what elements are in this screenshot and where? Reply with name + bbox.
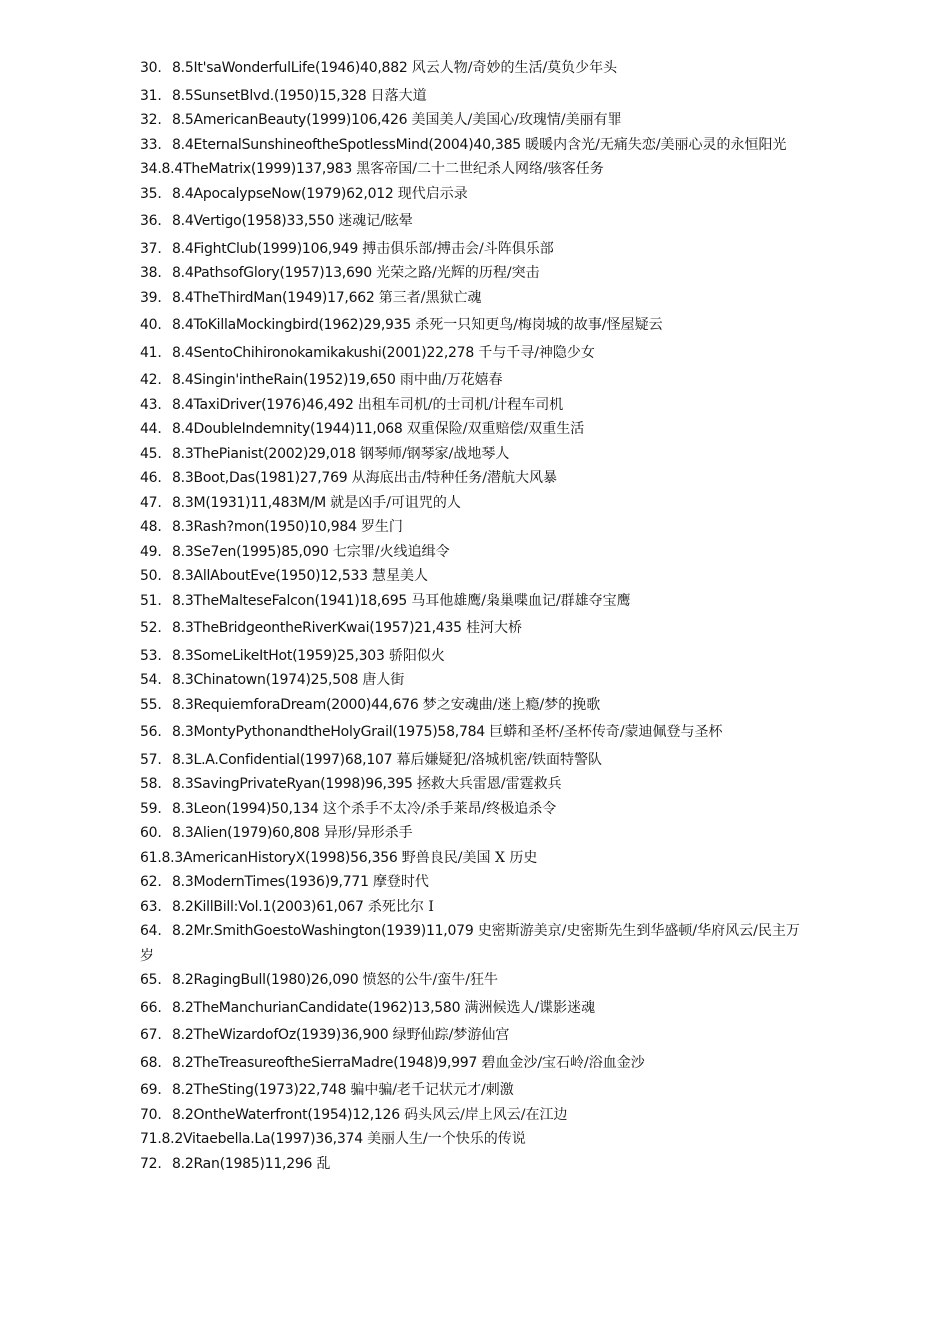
film-title: 8.3SomeLikeItHot(1959)25,303 xyxy=(172,647,385,664)
film-title: 8.2KillBill:Vol.1(2003)61,067 xyxy=(172,898,364,915)
chinese-title: 七宗罪/火线追缉令 xyxy=(332,543,450,560)
entry-number: 44. xyxy=(140,421,162,437)
entry-number: 41. xyxy=(140,344,162,361)
entry-number: 65. xyxy=(140,972,162,988)
chinese-title: 拯救大兵雷恩/雷霆救兵 xyxy=(416,776,562,792)
entry-number: 57. xyxy=(140,751,162,768)
entry-number: 53. xyxy=(140,647,162,664)
list-item xyxy=(140,772,810,797)
chinese-title: 黑客帝国/二十二世纪杀人网络/骇客任务 xyxy=(356,161,604,177)
film-title: 8.4FightClub(1999)106,949 xyxy=(172,240,359,257)
list-item xyxy=(140,234,810,262)
list-item xyxy=(140,895,810,920)
chinese-title: 幕后嫌疑犯/洛城机密/铁面特警队 xyxy=(396,751,602,768)
entry-number: 69. xyxy=(140,1082,162,1098)
entry-number: 67. xyxy=(140,1027,162,1043)
chinese-title: 暖暖内含光/无痛失恋/美丽心灵的永恒阳光 xyxy=(525,136,787,153)
film-title: 8.3ModernTimes(1936)9,771 xyxy=(172,874,369,890)
list-item xyxy=(140,589,810,614)
chinese-title: 巨蟒和圣杯/圣杯传奇/蒙迪佩登与圣杯 xyxy=(489,724,723,740)
chinese-title: 搏击俱乐部/搏击会/斗阵俱乐部 xyxy=(362,240,554,257)
film-title: 8.4ApocalypseNow(1979)62,012 xyxy=(172,185,394,202)
list-item xyxy=(140,717,810,745)
chinese-title: 骗中骗/老千记状元才/刺激 xyxy=(350,1082,514,1098)
chinese-title: 满洲候选人/谍影迷魂 xyxy=(464,999,596,1016)
entry-number: 47. xyxy=(140,494,162,511)
chinese-title: 出租车司机/的士司机/计程车司机 xyxy=(357,396,564,413)
chinese-title: 马耳他雄鹰/枭巢喋血记/群雄夺宝鹰 xyxy=(411,592,631,609)
list-item xyxy=(140,821,810,846)
list-item xyxy=(140,993,810,1021)
list-item xyxy=(140,797,810,822)
entry-number: 30. xyxy=(140,60,162,76)
chinese-title: 乱 xyxy=(316,1155,331,1172)
entry-number: 58. xyxy=(140,776,162,792)
film-title: 8.3Se7en(1995)85,090 xyxy=(172,543,329,560)
entry-number: 48. xyxy=(140,519,162,535)
chinese-title: 绿野仙踪/梦游仙宫 xyxy=(392,1027,510,1043)
chinese-title: 唐人街 xyxy=(362,672,405,688)
entry-number: 62. xyxy=(140,874,162,890)
list-item xyxy=(140,157,810,182)
list-item xyxy=(140,182,810,207)
entry-number: 55. xyxy=(140,696,162,713)
film-title: 8.4DoubleIndemnity(1944)11,068 xyxy=(172,421,403,437)
list-item xyxy=(140,417,810,442)
film-title: 8.3TheMalteseFalcon(1941)18,695 xyxy=(172,592,408,609)
chinese-title: 野兽良民/美国 X 历史 xyxy=(401,849,538,866)
film-title: 8.5SunsetBlvd.(1950)15,328 xyxy=(172,87,367,104)
chinese-title: 异形/异形杀手 xyxy=(323,825,413,841)
film-title: 8.4Singin'intheRain(1952)19,650 xyxy=(172,372,396,388)
film-title: 8.2TheManchurianCandidate(1962)13,580 xyxy=(172,999,461,1016)
list-item xyxy=(140,641,810,669)
list-item xyxy=(140,1127,810,1152)
entry-number: 56. xyxy=(140,724,162,740)
chinese-title: 雨中曲/万花嬉春 xyxy=(399,372,503,388)
list-item xyxy=(140,466,810,491)
list-item xyxy=(140,491,810,516)
entry-number: 71. xyxy=(140,1131,162,1147)
chinese-title: 第三者/黑狱亡魂 xyxy=(378,289,482,306)
film-title: 8.2Mr.SmithGoestoWashington(1939)11,079 xyxy=(172,923,474,939)
entry-number: 34. xyxy=(140,161,162,177)
list-item xyxy=(140,1020,810,1048)
list-item xyxy=(140,365,810,393)
list-item xyxy=(140,1048,810,1076)
list-item xyxy=(140,564,810,589)
list-item xyxy=(140,515,810,540)
entry-number: 51. xyxy=(140,592,162,609)
chinese-title: 双重保险/双重赔偿/双重生活 xyxy=(406,421,585,437)
entry-number: 49. xyxy=(140,543,162,560)
list-item xyxy=(140,310,810,338)
list-item xyxy=(140,745,810,773)
list-item xyxy=(140,540,810,565)
chinese-title: 美丽人生/一个快乐的传说 xyxy=(367,1131,526,1147)
entry-number: 32. xyxy=(140,112,162,128)
list-item xyxy=(140,108,810,133)
film-title: 8.2OntheWaterfront(1954)12,126 xyxy=(172,1106,400,1123)
chinese-title: 千与千寻/神隐少女 xyxy=(478,344,595,361)
entry-number: 42. xyxy=(140,372,162,388)
film-title: 8.4EternalSunshineoftheSpotlessMind(2004)40,385 xyxy=(172,136,521,153)
entry-number: 45. xyxy=(140,445,162,462)
entry-number: 50. xyxy=(140,568,162,584)
film-title: 8.2TheTreasureoftheSierraMadre(1948)9,997 xyxy=(172,1054,478,1071)
entry-number: 66. xyxy=(140,999,162,1016)
film-title: 8.3Alien(1979)60,808 xyxy=(172,825,320,841)
chinese-title: 碧血金沙/宝石岭/浴血金沙 xyxy=(481,1054,645,1071)
list-item xyxy=(140,668,810,693)
film-title: 8.5AmericanBeauty(1999)106,426 xyxy=(172,112,408,128)
chinese-title: 史密斯游美京/史密斯先生到华盛顿/华府风云/民主万岁 xyxy=(140,923,800,964)
film-title: 8.2Vitaebella.La(1997)36,374 xyxy=(161,1131,363,1147)
entry-number: 37. xyxy=(140,240,162,257)
chinese-title: 现代启示录 xyxy=(397,185,468,202)
entry-number: 52. xyxy=(140,620,162,636)
list-item xyxy=(140,81,810,109)
film-title: 8.3M(1931)11,483M/M xyxy=(172,494,327,511)
chinese-title: 钢琴师/钢琴家/战地琴人 xyxy=(359,445,510,462)
film-title: 8.3ThePianist(2002)29,018 xyxy=(172,445,356,462)
entry-number: 63. xyxy=(140,898,162,915)
chinese-title: 慧星美人 xyxy=(372,568,428,584)
list-item xyxy=(140,846,810,871)
list-item xyxy=(140,919,810,968)
list-item xyxy=(140,261,810,286)
list-item xyxy=(140,206,810,234)
film-title: 8.3AllAboutEve(1950)12,533 xyxy=(172,568,368,584)
film-title: 8.4TheMatrix(1999)137,983 xyxy=(161,161,353,177)
list-item xyxy=(140,968,810,993)
list-item xyxy=(140,393,810,418)
entry-number: 70. xyxy=(140,1106,162,1123)
entry-number: 64. xyxy=(140,923,162,939)
film-title: 8.5It'saWonderfulLife(1946)40,882 xyxy=(172,60,408,76)
chinese-title: 风云人物/奇妙的生活/莫负少年头 xyxy=(411,60,618,76)
entry-number: 39. xyxy=(140,289,162,306)
film-title: 8.3Chinatown(1974)25,508 xyxy=(172,672,359,688)
list-item xyxy=(140,870,810,895)
list-item xyxy=(140,1075,810,1103)
film-title: 8.3TheBridgeontheRiverKwai(1957)21,435 xyxy=(172,620,462,636)
list-item xyxy=(140,442,810,467)
film-title: 8.3Rash?mon(1950)10,984 xyxy=(172,519,357,535)
chinese-title: 桂河大桥 xyxy=(465,620,522,636)
chinese-title: 从海底出击/特种任务/潜航大风暴 xyxy=(351,470,558,486)
entry-number: 43. xyxy=(140,396,162,413)
chinese-title: 美国美人/美国心/玫瑰情/美丽有罪 xyxy=(411,112,622,128)
chinese-title: 就是凶手/可诅咒的人 xyxy=(330,494,461,511)
chinese-title: 杀死比尔 I xyxy=(367,898,434,915)
chinese-title: 日落大道 xyxy=(370,87,427,104)
chinese-title: 愤怒的公牛/蛮牛/狂牛 xyxy=(362,972,498,988)
entry-number: 68. xyxy=(140,1054,162,1071)
entry-number: 35. xyxy=(140,185,162,202)
list-item xyxy=(140,56,810,81)
entry-number: 36. xyxy=(140,213,162,229)
chinese-title: 梦之安魂曲/迷上瘾/梦的挽歌 xyxy=(422,696,601,713)
film-title: 8.4Vertigo(1958)33,550 xyxy=(172,213,334,229)
chinese-title: 迷魂记/眩晕 xyxy=(338,213,413,229)
list-item xyxy=(140,1152,810,1177)
film-title: 8.3L.A.Confidential(1997)68,107 xyxy=(172,751,393,768)
chinese-title: 这个杀手不太冷/杀手莱昂/终极追杀令 xyxy=(322,800,557,817)
film-title: 8.4SentoChihironokamikakushi(2001)22,278 xyxy=(172,344,474,361)
film-title: 8.3SavingPrivateRyan(1998)96,395 xyxy=(172,776,413,792)
list-item xyxy=(140,1103,810,1128)
list-item xyxy=(140,693,810,718)
entry-number: 72. xyxy=(140,1155,162,1172)
film-title: 8.4TheThirdMan(1949)17,662 xyxy=(172,289,375,306)
entry-number: 61. xyxy=(140,849,162,866)
chinese-title: 杀死一只知更鸟/梅岗城的故事/怪屋疑云 xyxy=(415,317,663,333)
film-title: 8.4TaxiDriver(1976)46,492 xyxy=(172,396,354,413)
film-title: 8.2TheSting(1973)22,748 xyxy=(172,1082,347,1098)
entry-number: 54. xyxy=(140,672,162,688)
entry-number: 60. xyxy=(140,825,162,841)
film-title: 8.3RequiemforaDream(2000)44,676 xyxy=(172,696,419,713)
film-title: 8.3Boot,Das(1981)27,769 xyxy=(172,470,348,486)
chinese-title: 光荣之路/光辉的历程/突击 xyxy=(376,265,540,281)
film-title: 8.2TheWizardofOz(1939)36,900 xyxy=(172,1027,389,1043)
film-title: 8.3AmericanHistoryX(1998)56,356 xyxy=(161,849,398,866)
film-title: 8.4ToKillaMockingbird(1962)29,935 xyxy=(172,317,411,333)
film-title: 8.4PathsofGlory(1957)13,690 xyxy=(172,265,372,281)
chinese-title: 罗生门 xyxy=(360,519,403,535)
film-title: 8.2RagingBull(1980)26,090 xyxy=(172,972,359,988)
entry-number: 59. xyxy=(140,800,162,817)
entry-number: 31. xyxy=(140,87,162,104)
entry-number: 38. xyxy=(140,265,162,281)
chinese-title: 骄阳似火 xyxy=(388,647,445,664)
list-item xyxy=(140,286,810,311)
list-item xyxy=(140,133,810,158)
film-title: 8.3MontyPythonandtheHolyGrail(1975)58,784 xyxy=(172,724,485,740)
chinese-title: 码头风云/岸上风云/在江边 xyxy=(404,1106,568,1123)
entry-number: 33. xyxy=(140,136,162,153)
film-title: 8.3Leon(1994)50,134 xyxy=(172,800,319,817)
film-title: 8.2Ran(1985)11,296 xyxy=(172,1155,313,1172)
chinese-title: 摩登时代 xyxy=(372,874,429,890)
list-item xyxy=(140,338,810,366)
film-list xyxy=(140,56,810,1176)
entry-number: 40. xyxy=(140,317,162,333)
list-item xyxy=(140,613,810,641)
entry-number: 46. xyxy=(140,470,162,486)
